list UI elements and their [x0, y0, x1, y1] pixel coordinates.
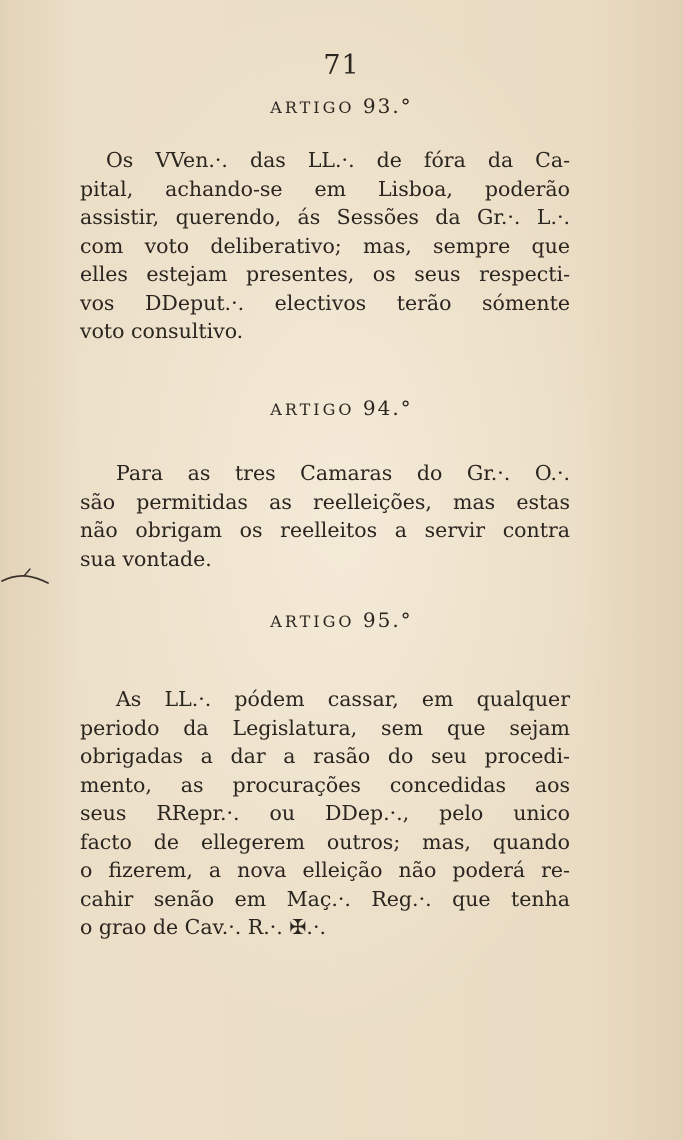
article-93-heading	[0, 94, 683, 118]
text-line: periodo da Legislatura, sem que sejam	[80, 715, 570, 740]
text-line: Para as tres Camaras do Gr.·. O.·.	[116, 461, 570, 485]
text-line: voto consultivo.	[80, 319, 244, 343]
margin-ink-mark-icon	[0, 567, 60, 587]
article-94-heading-word: ARTIGO	[270, 400, 355, 419]
text-line: não obrigam os reelleitos a servir contra	[80, 518, 570, 542]
text-line: com voto deliberativo; mas, sempre que	[80, 233, 570, 258]
text-line: assistir, querendo, ás Sessões da Gr.·. L.·.	[80, 205, 570, 229]
article-95-heading	[0, 608, 683, 632]
article-95-text	[80, 685, 570, 942]
text-line: cahir senão em Maç.·. Reg.·. que tenha	[80, 886, 570, 911]
text-line: são permitidas as reelleições, mas estas	[80, 489, 570, 514]
text-line: As LL.·. pódem cassar, em qualquer	[116, 687, 570, 711]
article-95-heading-word: ARTIGO	[270, 612, 355, 631]
text-line: mento, as procurações concedidas aos	[80, 772, 570, 797]
article-95-heading-number: 95.°	[362, 608, 413, 632]
text-line: vos DDeput.·. electivos terão sómente	[80, 290, 570, 315]
text-line: seus RRepr.·. ou DDep.·., pelo unico	[80, 801, 570, 825]
article-94-heading-number: 94.°	[362, 396, 413, 420]
text-line: pital, achando-se em Lisboa, poderão	[80, 176, 570, 201]
text-line: obrigadas a dar a rasão do seu procedi-	[80, 744, 570, 768]
article-93-text	[80, 146, 570, 346]
text-line: o fizerem, a nova elleição não poderá re-	[80, 858, 570, 882]
page-number: 71	[323, 50, 360, 81]
article-94-text	[80, 459, 570, 573]
article-93-heading-number: 93.°	[362, 94, 413, 118]
text-line: elles estejam presentes, os seus respecti-	[80, 262, 570, 286]
article-94-heading	[0, 396, 683, 420]
text-line: Os VVen.·. das LL.·. de fóra da Ca-	[106, 148, 570, 172]
text-line: facto de ellegerem outros; mas, quando	[80, 829, 570, 854]
text-line: o grao de Cav.·. R.·. ✠.·.	[80, 915, 326, 939]
article-93-heading-word: ARTIGO	[270, 98, 355, 117]
text-line: sua vontade.	[80, 546, 212, 571]
